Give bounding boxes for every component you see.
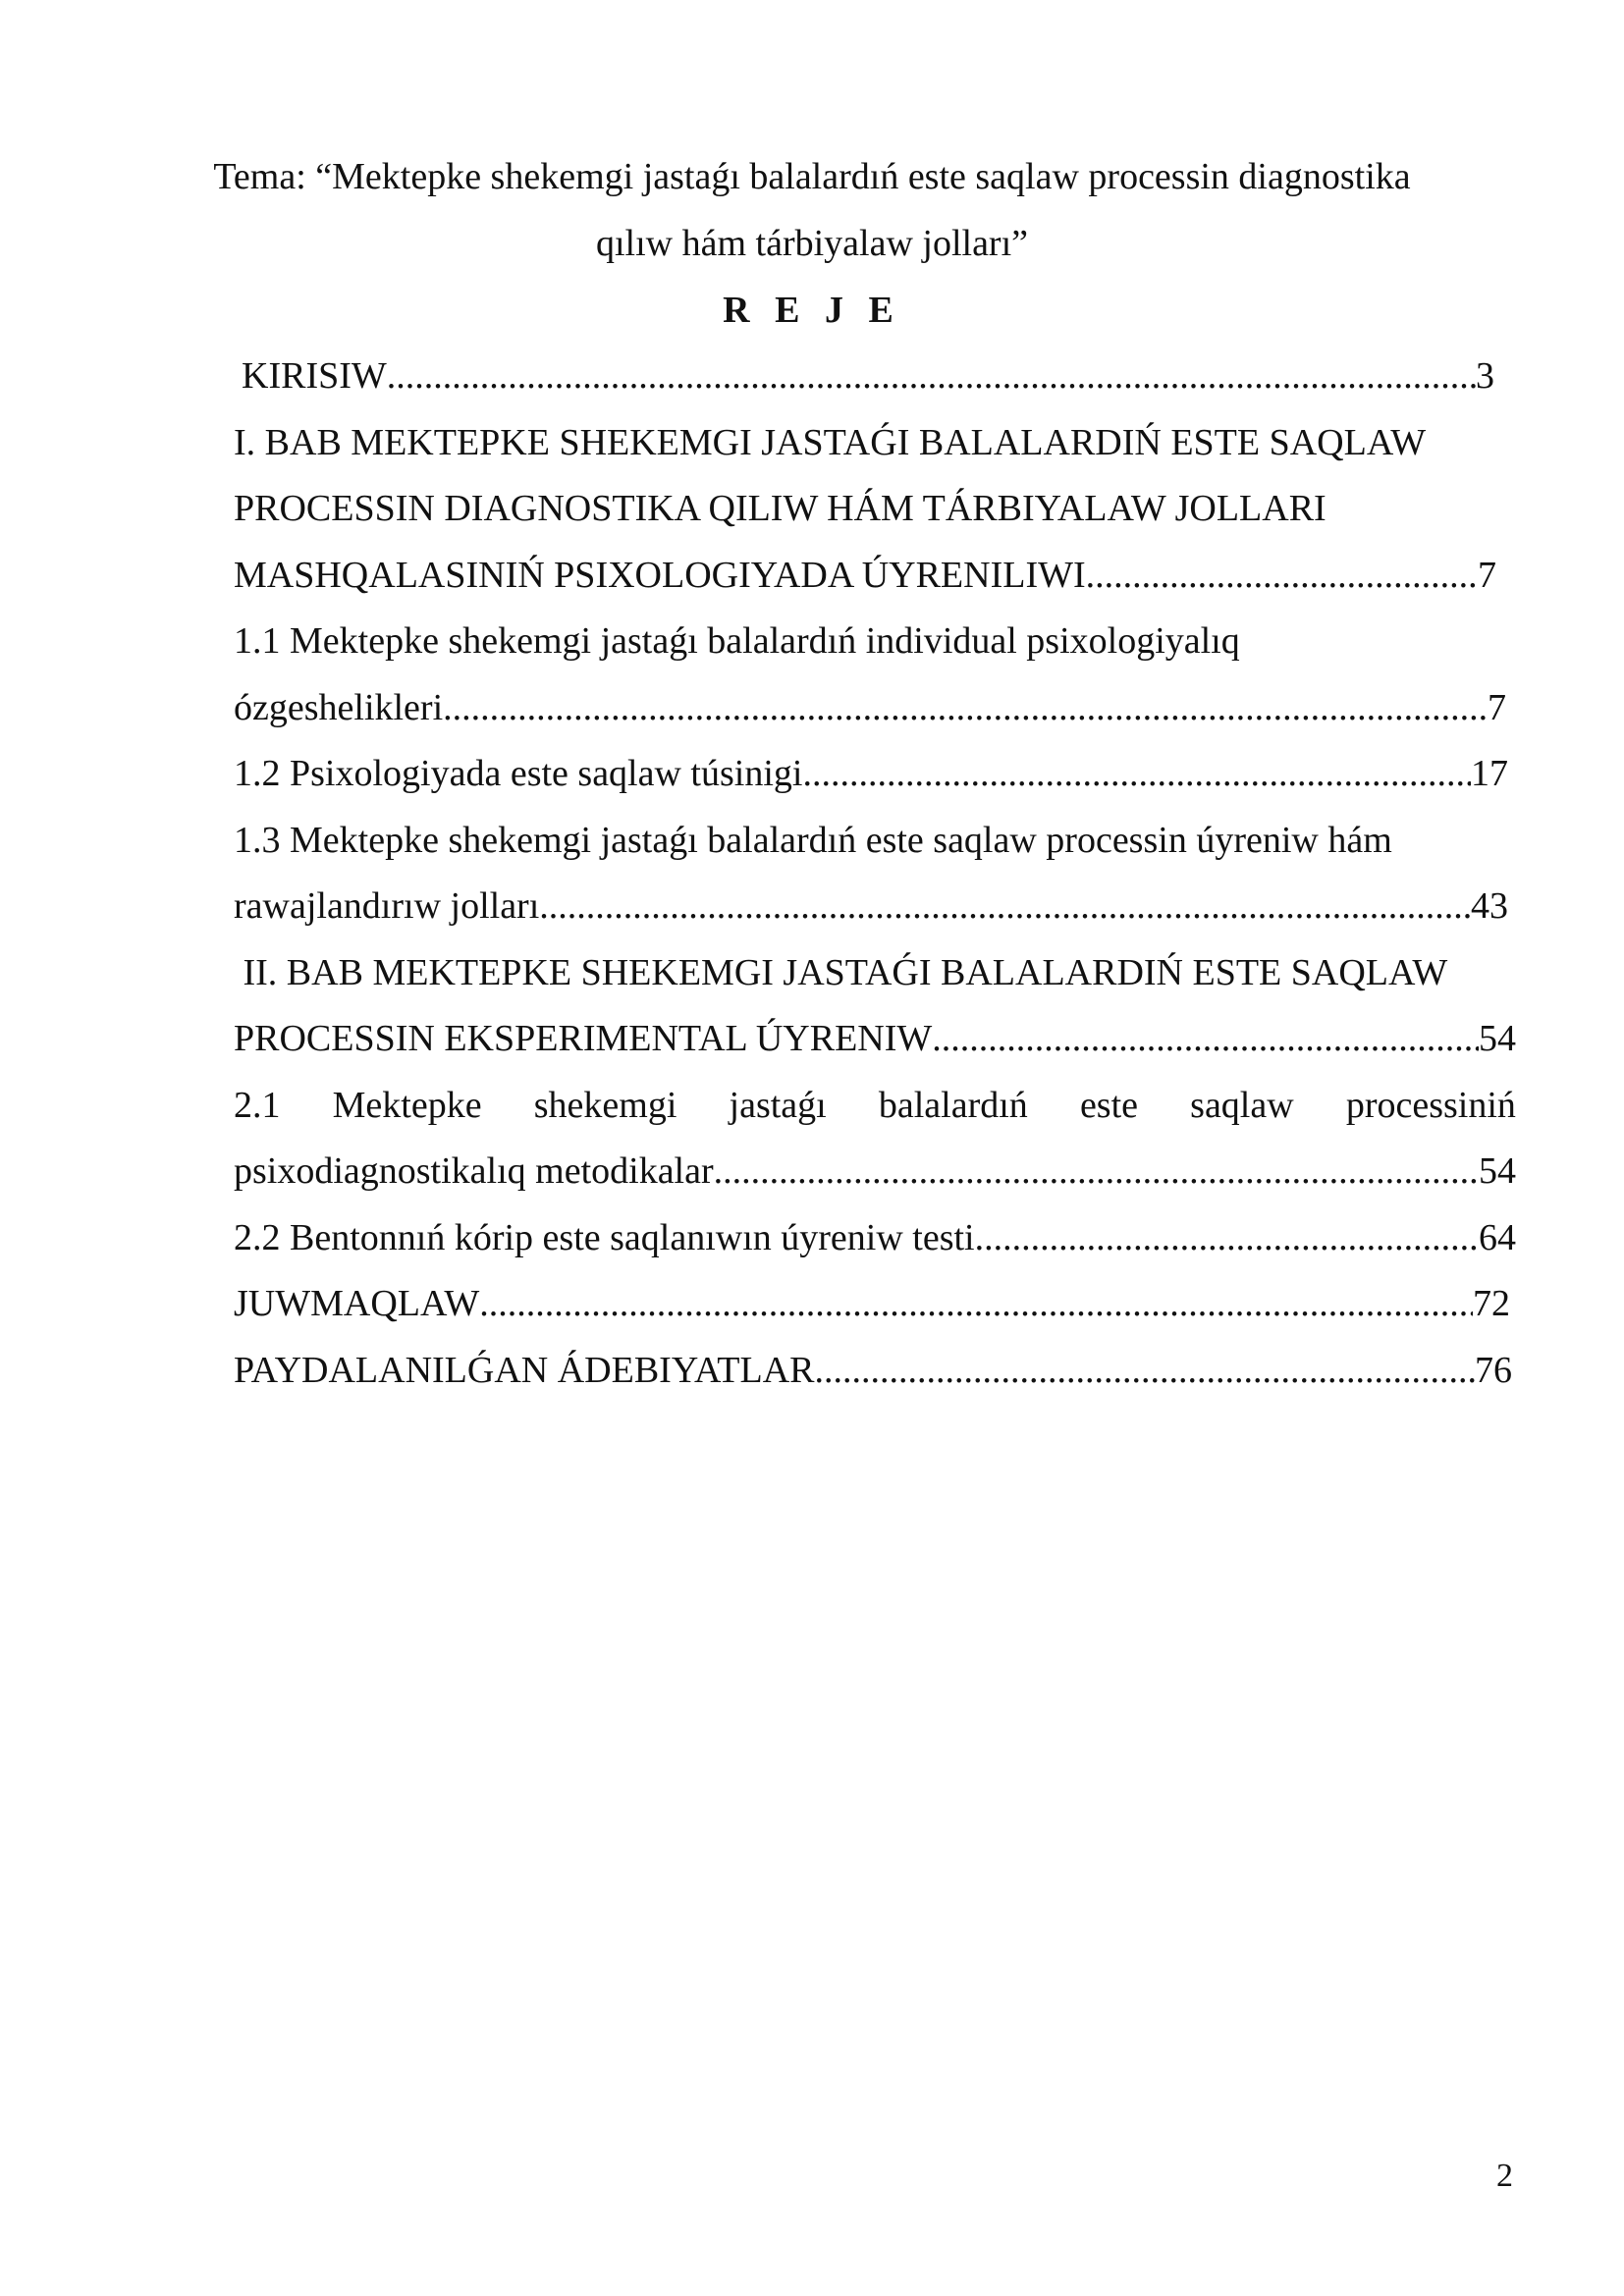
toc-entry-s12 — [234, 750, 1508, 797]
toc-s11-line-1: 1.1 Mektepke shekemgi jastaǵı balalardıń individual psixologiyalıq — [234, 620, 1240, 662]
toc-word: shekemgi — [533, 1085, 677, 1126]
page-number: 2 — [1496, 2158, 1513, 2194]
toc-entry-page: 64 — [1479, 1217, 1516, 1258]
toc-entry-bab2 — [234, 1015, 1516, 1062]
toc-entry-title: PAYDALANILǴAN ÁDEBIYATLAR — [234, 1350, 815, 1391]
toc-entry-adebiyatlar — [234, 1347, 1512, 1394]
toc-entry-page: 76 — [1475, 1350, 1512, 1391]
theme-line-1: Tema: “Mektepke shekemgi jastaǵı balalardıń este saqlaw processin diagnostika — [213, 156, 1411, 197]
toc-entry-title: 1.2 Psixologiyada este saqlaw túsinigi — [234, 753, 803, 794]
toc-word: 2.1 — [234, 1085, 281, 1126]
toc-entry-kirisiw — [242, 352, 1494, 400]
toc-word: saqlaw — [1190, 1085, 1294, 1126]
toc-entry-title: MASHQALASINIŃ PSIXOLOGIYADA ÚYRENILIWI — [234, 555, 1086, 596]
toc-entry-title: 2.2 Bentonnıń kórip este saqlanıwın úyreniw testi — [234, 1217, 975, 1258]
toc-entry-page: 54 — [1479, 1150, 1516, 1192]
toc-word: balalardıń — [878, 1085, 1028, 1126]
toc-entry-title: ózgeshelikleri — [234, 687, 444, 728]
toc-word: Mektepke — [332, 1085, 482, 1126]
toc-s13-line-1: 1.3 Mektepke shekemgi jastaǵı balalardıń este saqlaw processin úyreniw hám — [234, 820, 1392, 861]
toc-bab1-line-2: PROCESSIN DIAGNOSTIKA QILIW HÁM TÁRBIYALAW JOLLARI — [234, 488, 1326, 529]
toc-entry-s21 — [234, 1148, 1516, 1195]
toc-entry-juwmaqlaw — [234, 1280, 1510, 1327]
toc-word: processiniń — [1345, 1085, 1516, 1126]
toc-entry-page: 72 — [1473, 1283, 1510, 1324]
toc-entry-s13 — [234, 882, 1508, 930]
toc-entry-s11 — [234, 684, 1506, 731]
toc-entry-page: 3 — [1476, 355, 1494, 397]
toc-s21-line-1 — [234, 1082, 1516, 1129]
toc-bab1-line-1: I. BAB MEKTEPKE SHEKEMGI JASTAǴI BALALARDIŃ ESTE SAQLAW — [234, 422, 1427, 463]
toc-entry-page: 7 — [1488, 687, 1506, 728]
toc-entry-title: rawajlandırıw jolları — [234, 885, 540, 927]
toc-entry-page: 17 — [1471, 753, 1508, 794]
plan-heading: R E J E — [723, 290, 901, 331]
toc-entry-title: psixodiagnostikalıq metodikalar — [234, 1150, 714, 1192]
toc-entry-title: PROCESSIN EKSPERIMENTAL ÚYRENIW — [234, 1018, 933, 1059]
toc-entry-page: 43 — [1471, 885, 1508, 927]
theme-line-2: qılıw hám tárbiyalaw jolları” — [595, 223, 1029, 264]
toc-word: este — [1079, 1085, 1139, 1126]
toc-entry-page: 7 — [1478, 555, 1496, 596]
toc-word: jastaǵı — [729, 1085, 827, 1126]
toc-entry-bab1 — [234, 552, 1496, 599]
toc-entry-page: 54 — [1479, 1018, 1516, 1059]
toc-entry-s22 — [234, 1214, 1516, 1261]
toc-entry-title: JUWMAQLAW — [234, 1283, 480, 1324]
toc-entry-title: KIRISIW — [242, 355, 387, 397]
toc-bab2-line-1: II. BAB MEKTEPKE SHEKEMGI JASTAǴI BALALARDIŃ ESTE SAQLAW — [234, 952, 1448, 993]
